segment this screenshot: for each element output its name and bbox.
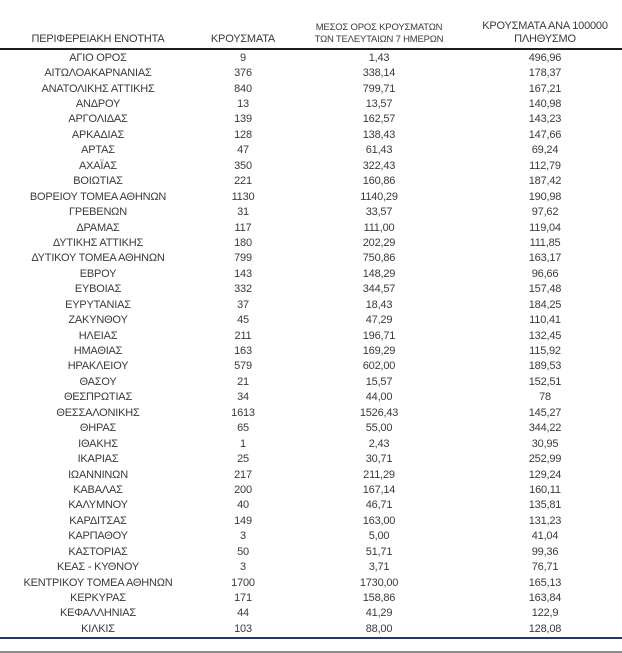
table-row [0, 359, 622, 374]
cell-region: ΖΑΚΥΝΘΟΥ [68, 314, 128, 327]
cell-avg7: 344,57 [362, 283, 396, 296]
cell-per100k: 131,23 [528, 514, 562, 527]
cell-per100k: 163,17 [528, 252, 562, 265]
cell-region: ΑΝΔΡΟΥ [75, 98, 121, 111]
cell-per100k: 187,42 [528, 175, 562, 188]
table-row [0, 436, 622, 451]
cell-per100k: 143,23 [528, 113, 562, 126]
header-cases [196, 20, 290, 49]
cell-avg7: 196,71 [362, 329, 396, 342]
cell-region: ΕΒΡΟΥ [79, 267, 117, 280]
cell-cases: 143 [234, 267, 252, 280]
cell-avg7: 163,00 [362, 514, 396, 527]
cell-cases: 3 [240, 530, 246, 543]
cell-avg7: 1140,29 [360, 190, 398, 203]
cell-avg7: 51,71 [365, 545, 393, 558]
cell-per100k: 184,25 [528, 298, 562, 311]
table-row [0, 374, 622, 389]
table-row [0, 390, 622, 405]
cell-per100k: 129,24 [528, 468, 562, 481]
table-row [0, 482, 622, 497]
cell-avg7: 47,29 [365, 314, 393, 327]
cell-cases: 200 [234, 483, 252, 496]
table-row [0, 498, 622, 513]
cell-avg7: 1526,43 [359, 406, 399, 419]
cell-cases: 376 [234, 67, 252, 80]
table-row [0, 266, 622, 281]
cell-per100k: 178,37 [528, 67, 562, 80]
table-row [0, 328, 622, 343]
cell-region: ΘΕΣΣΑΛΟΝΙΚΗΣ [56, 406, 140, 419]
cell-avg7: 3,71 [368, 561, 390, 574]
cell-avg7: 2,43 [368, 437, 390, 450]
cell-avg7: 30,71 [365, 453, 393, 466]
cell-cases: 34 [237, 391, 249, 404]
header-row [0, 20, 622, 49]
cell-cases: 1613 [231, 406, 255, 419]
cell-region: ΚΕΝΤΡΙΚΟΥ ΤΟΜΕΑ ΑΘΗΝΩΝ [23, 576, 173, 589]
cell-region: ΔΥΤΙΚΟΥ ΤΟΜΕΑ ΑΘΗΝΩΝ [31, 252, 165, 265]
cell-per100k: 30,95 [531, 437, 559, 450]
cell-cases: 31 [237, 206, 249, 219]
cell-region: ΙΩΑΝΝΙΝΩΝ [68, 468, 128, 481]
table-row [0, 513, 622, 528]
table-row [0, 235, 622, 250]
cell-region: ΑΧΑΪΑΣ [78, 159, 117, 172]
cell-avg7: 41,29 [365, 607, 393, 620]
cell-region: ΚΕΡΚΥΡΑΣ [70, 592, 126, 605]
cell-per100k: 41,04 [531, 530, 559, 543]
table-row [0, 81, 622, 96]
cell-avg7: 167,14 [362, 483, 396, 496]
cell-region: ΙΚΑΡΙΑΣ [77, 453, 119, 466]
cell-cases: 1 [240, 437, 246, 450]
table-row [0, 251, 622, 266]
cell-avg7: 46,71 [365, 499, 393, 512]
cell-avg7: 55,00 [365, 422, 393, 435]
table-row [0, 174, 622, 189]
cell-region: ΑΓΙΟ ΟΡΟΣ [69, 51, 127, 64]
table-row [0, 112, 622, 127]
cell-region: ΚΑΛΥΜΝΟΥ [68, 499, 128, 512]
header-7day-average-line2: ΤΩΝ ΤΕΛΕΥΤΑΙΩΝ 7 ΗΜΕΡΩΝ [314, 33, 444, 45]
cell-cases: 103 [234, 622, 252, 635]
table-row [0, 127, 622, 142]
cell-cases: 211 [234, 329, 252, 342]
cell-per100k: 78 [539, 391, 551, 404]
cell-avg7: 5,00 [368, 530, 390, 543]
cell-region: ΗΜΑΘΙΑΣ [73, 345, 123, 358]
cell-region: ΚΕΑΣ - ΚΥΘΝΟΥ [56, 561, 140, 574]
cell-region: ΒΟΡΕΙΟΥ ΤΟΜΕΑ ΑΘΗΝΩΝ [29, 190, 167, 203]
cell-region: ΘΕΣΠΡΩΤΙΑΣ [63, 391, 133, 404]
header-cases-per-100k-line2: ΠΛΗΘΥΣΜΟ [514, 32, 576, 45]
table-row [0, 65, 622, 80]
cell-per100k: 110,41 [529, 314, 561, 327]
cell-region: ΙΘΑΚΗΣ [78, 437, 118, 450]
cell-region: ΒΟΙΩΤΙΑΣ [73, 175, 123, 188]
cell-cases: 799 [234, 252, 252, 265]
cell-region: ΘΗΡΑΣ [79, 422, 117, 435]
table-row [0, 467, 622, 482]
cell-avg7: 61,43 [365, 144, 393, 157]
table-row [0, 220, 622, 235]
cell-avg7: 1730,00 [359, 576, 399, 589]
cell-region: ΗΡΑΚΛΕΙΟΥ [67, 360, 129, 373]
cell-avg7: 322,43 [362, 159, 396, 172]
cell-region: ΔΡΑΜΑΣ [76, 221, 120, 234]
cell-region: ΑΡΤΑΣ [81, 144, 115, 157]
cell-region: ΕΥΒΟΙΑΣ [74, 283, 122, 296]
cell-avg7: 18,43 [365, 298, 393, 311]
cell-per100k: 165,13 [528, 576, 562, 589]
cell-cases: 3 [240, 561, 246, 574]
cell-per100k: 140,98 [528, 98, 562, 111]
cell-cases: 13 [237, 98, 249, 111]
table-row [0, 96, 622, 111]
cell-region: ΘΑΣΟΥ [79, 375, 117, 388]
cell-cases: 25 [237, 453, 249, 466]
cell-cases: 350 [234, 159, 252, 172]
cell-cases: 1130 [231, 190, 255, 203]
table-row [0, 575, 622, 590]
cell-avg7: 211,29 [363, 468, 395, 481]
table-row [0, 621, 622, 637]
table-body [0, 49, 622, 638]
cell-avg7: 158,86 [362, 592, 396, 605]
cell-per100k: 122,9 [531, 607, 559, 620]
cell-avg7: 338,14 [362, 67, 396, 80]
cell-per100k: 145,27 [528, 406, 562, 419]
cell-avg7: 202,29 [362, 236, 396, 249]
cell-per100k: 128,08 [528, 622, 562, 635]
table-row [0, 606, 622, 621]
table-row [0, 204, 622, 219]
cell-per100k: 147,66 [528, 128, 562, 141]
cell-avg7: 750,86 [362, 252, 396, 265]
cell-region: ΓΡΕΒΕΝΩΝ [69, 206, 127, 219]
cell-per100k: 190,98 [528, 190, 562, 203]
cell-avg7: 602,00 [362, 360, 396, 373]
cell-per100k: 97,62 [531, 206, 559, 219]
cell-cases: 171 [234, 592, 252, 605]
cell-cases: 40 [237, 499, 249, 512]
cell-avg7: 138,43 [362, 128, 396, 141]
header-cases-per-100k [468, 20, 622, 49]
cell-cases: 579 [234, 360, 252, 373]
cell-per100k: 69,24 [531, 144, 559, 157]
cell-cases: 139 [234, 113, 252, 126]
cell-per100k: 344,22 [528, 422, 562, 435]
cell-cases: 840 [234, 82, 252, 95]
table-row [0, 544, 622, 559]
table-row [0, 559, 622, 574]
cell-cases: 163 [234, 345, 252, 358]
cell-per100k: 160,11 [529, 483, 561, 496]
header-regional-unit-label: ΠΕΡΙΦΕΡΕΙΑΚΗ ΕΝΟΤΗΤΑ [31, 33, 165, 45]
cell-avg7: 33,57 [365, 206, 393, 219]
regional-cases-table [0, 20, 622, 639]
cell-cases: 45 [237, 314, 249, 327]
table-row [0, 312, 622, 327]
cell-region: ΕΥΡΥΤΑΝΙΑΣ [65, 298, 131, 311]
cell-avg7: 88,00 [365, 622, 393, 635]
cell-avg7: 44,00 [365, 391, 393, 404]
cell-avg7: 15,57 [365, 375, 393, 388]
table-row [0, 297, 622, 312]
cell-region: ΑΡΚΑΔΙΑΣ [71, 128, 125, 141]
cell-avg7: 169,29 [362, 345, 396, 358]
cell-cases: 221 [234, 175, 252, 188]
cell-cases: 128 [234, 128, 252, 141]
cell-cases: 180 [234, 236, 252, 249]
cell-per100k: 76,71 [531, 561, 559, 574]
cell-cases: 117 [234, 221, 252, 234]
cell-region: ΑΙΤΩΛΟΑΚΑΡΝΑΝΙΑΣ [44, 67, 152, 80]
cell-cases: 332 [234, 283, 252, 296]
cell-avg7: 799,71 [362, 82, 396, 95]
table-header [0, 20, 622, 49]
cell-avg7: 160,86 [362, 175, 396, 188]
table-row [0, 529, 622, 544]
cell-cases: 44 [237, 607, 249, 620]
cell-per100k: 152,51 [528, 375, 562, 388]
header-7day-average [290, 20, 468, 49]
table-row [0, 451, 622, 466]
cell-per100k: 189,53 [528, 360, 562, 373]
cell-per100k: 119,04 [529, 221, 561, 234]
cell-per100k: 115,92 [529, 345, 561, 358]
cell-per100k: 252,99 [528, 453, 562, 466]
cell-per100k: 163,84 [528, 592, 562, 605]
cell-cases: 65 [237, 422, 249, 435]
cell-cases: 37 [237, 298, 249, 311]
cell-region: ΚΑΣΤΟΡΙΑΣ [68, 545, 128, 558]
cell-per100k: 496,96 [528, 51, 562, 64]
cell-cases: 21 [237, 375, 249, 388]
header-7day-average-line1: ΜΕΣΟΣ ΟΡΟΣ ΚΡΟΥΣΜΑΤΩΝ [315, 22, 443, 33]
cell-avg7: 162,57 [362, 113, 396, 126]
cell-per100k: 157,48 [528, 283, 562, 296]
cell-per100k: 112,79 [529, 159, 561, 172]
cell-region: ΚΑΒΑΛΑΣ [73, 483, 123, 496]
cell-region: ΑΝΑΤΟΛΙΚΗΣ ΑΤΤΙΚΗΣ [41, 82, 155, 95]
table-row [0, 189, 622, 204]
table-row [0, 343, 622, 358]
cell-avg7: 1,43 [368, 51, 390, 64]
cell-region: ΚΙΛΚΙΣ [81, 622, 115, 635]
cell-per100k: 132,45 [528, 329, 562, 342]
header-cases-label: ΚΡΟΥΣΜΑΤΑ [210, 33, 276, 45]
cell-region: ΔΥΤΙΚΗΣ ΑΤΤΙΚΗΣ [52, 236, 144, 249]
cell-per100k: 167,21 [528, 82, 562, 95]
cell-cases: 50 [237, 545, 249, 558]
cell-cases: 9 [240, 51, 246, 64]
cell-region: ΗΛΕΙΑΣ [78, 329, 118, 342]
header-cases-per-100k-line1: ΚΡΟΥΣΜΑΤΑ ΑΝΑ 100000 [482, 20, 608, 32]
table-row [0, 49, 622, 65]
cell-per100k: 135,81 [528, 499, 562, 512]
cell-region: ΚΕΦΑΛΛΗΝΙΑΣ [59, 607, 137, 620]
cell-cases: 217 [234, 468, 252, 481]
header-regional-unit [0, 20, 196, 49]
table-row [0, 282, 622, 297]
cell-region: ΚΑΡΔΙΤΣΑΣ [69, 514, 127, 527]
cell-region: ΚΑΡΠΑΘΟΥ [68, 530, 128, 543]
cell-avg7: 111,00 [363, 221, 395, 234]
cell-avg7: 148,29 [362, 267, 396, 280]
table-row [0, 421, 622, 436]
table-row [0, 158, 622, 173]
cell-per100k: 99,36 [531, 545, 559, 558]
cell-per100k: 96,66 [531, 267, 559, 280]
cell-per100k: 111,85 [529, 236, 561, 249]
cell-avg7: 13,57 [365, 98, 393, 111]
table-row [0, 143, 622, 158]
cell-cases: 149 [234, 514, 252, 527]
table-row [0, 590, 622, 605]
table-row [0, 405, 622, 420]
cell-region: ΑΡΓΟΛΙΔΑΣ [68, 113, 128, 126]
cell-cases: 47 [237, 144, 249, 157]
cell-cases: 1700 [231, 576, 255, 589]
